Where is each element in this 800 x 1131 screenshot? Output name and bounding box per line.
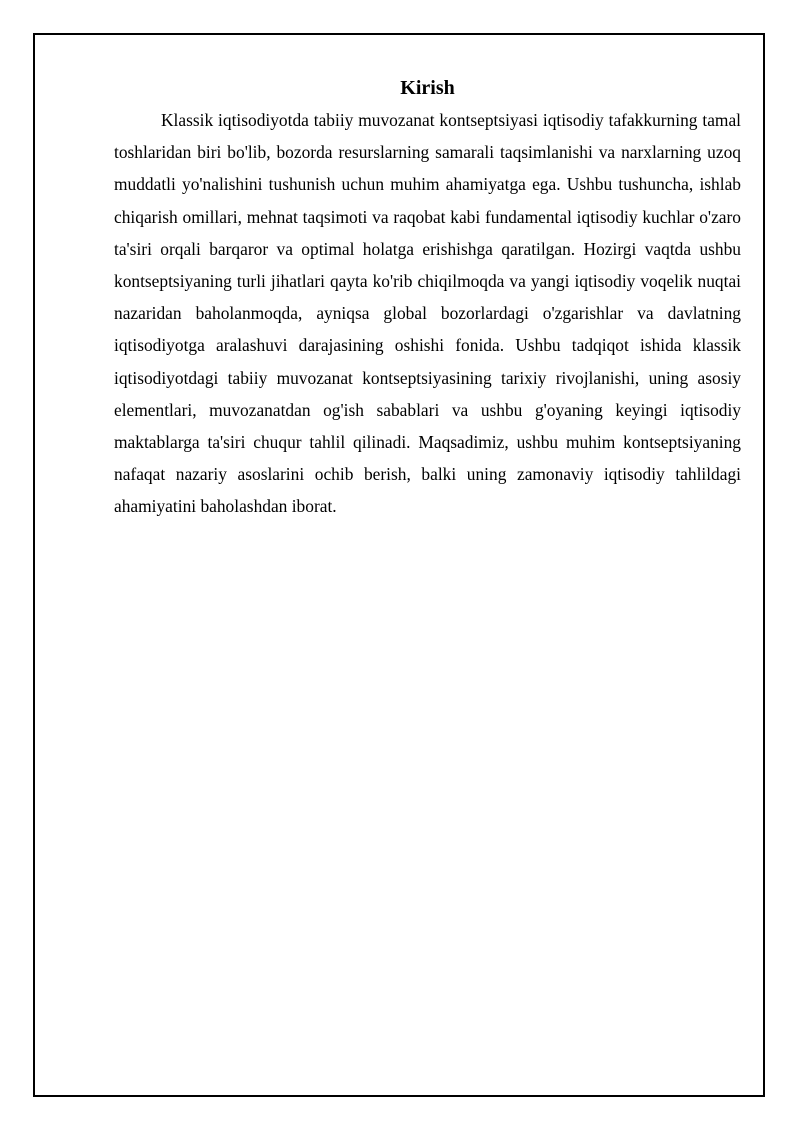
body-paragraph: Klassik iqtisodiyotda tabiiy muvozanat kontseptsiyasi iqtisodiy tafakkurning tamal toshlaridan biri bo'lib, bozorda resurslarning samarali taqsimlanishi va narxlarning uzoq muddatli yo'nalishini tushunish uchun muhim ahamiyatga ega. Ushbu tushuncha, ishlab chiqarish omillari, mehnat taqsimoti va raqobat kabi fundamental iqtisodiy kuchlar o'zaro ta'siri orqali barqaror va optimal holatga erishishga qaratilgan. Hozirgi vaqtda ushbu kontseptsiyaning turli jihatlari qayta ko'rib chiqilmoqda va yangi iqtisodiy voqelik nuqtai nazaridan baholanmoqda, ayniqsa global bozorlardagi o'zgarishlar va davlatning iqtisodiyotga aralashuvi darajasining oshishi fonida. Ushbu tadqiqot ishida klassik iqtisodiyotdagi tabiiy muvozanat kontseptsiyasining tarixiy rivojlanishi, uning asosiy elementlari, muvozanatdan og'ish sabablari va ushbu g'oyaning keyingi iqtisodiy maktablarga ta'siri chuqur tahlil qilinadi. Maqsadimiz, ushbu muhim kontseptsiyaning nafaqat nazariy asoslarini ochib berish, balki uning zamonaviy iqtisodiy tahlildagi ahamiyatini baholashdan iborat.	[114, 110, 741, 517]
page-content	[114, 74, 741, 523]
section-heading: Kirish	[400, 77, 455, 99]
